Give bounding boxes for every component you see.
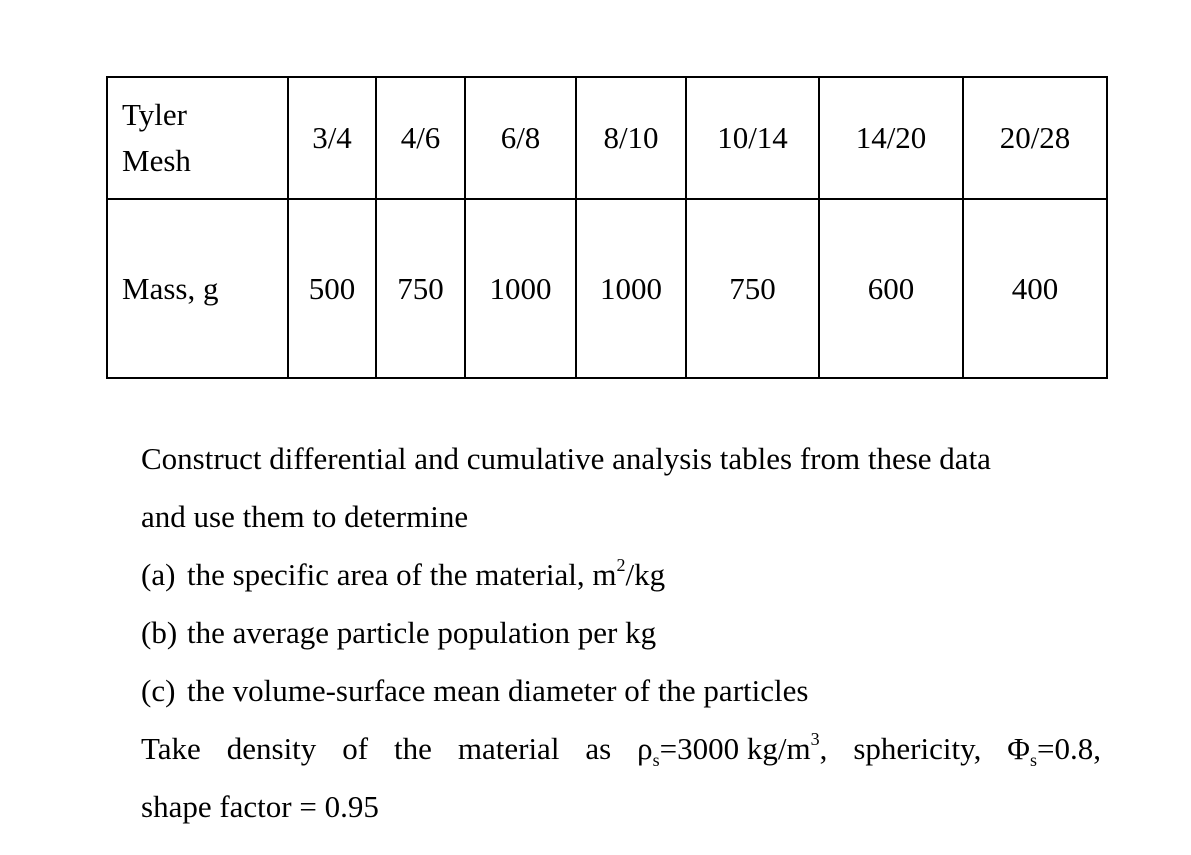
problem-item-b [141,604,1101,662]
rho-subscript: s [652,750,660,771]
table-cell-mass: 1000 [465,199,576,378]
item-a-superscript: 2 [616,554,626,575]
item-b-text: the average particle population per kg [187,615,657,650]
given-word: of [342,731,369,766]
given-word: Take [141,731,201,766]
row-header-line: Tyler [122,97,187,132]
given-word: as [585,731,612,766]
problem-intro-line-1: Construct differential and cumulative analysis tables from these data [141,441,991,476]
table-cell-mesh: 20/28 [963,77,1107,199]
table-cell-mass: 500 [288,199,376,378]
rho-value: =3000 kg/m [659,731,811,766]
table-cell-mass: 600 [819,199,963,378]
item-a-label: (a) [141,557,176,592]
given-word: material [457,731,560,766]
given-word: density [226,731,317,766]
given-word: the [394,731,432,766]
shape-factor-line: shape factor = 0.95 [141,789,379,824]
rho-symbol: ρ [637,731,653,766]
rho-superscript: 3 [810,728,820,749]
table-cell-mass: 750 [686,199,819,378]
given-values-line [141,720,1101,778]
item-a-text: the specific area of the material, m [187,557,617,592]
sieve-analysis-table [106,76,1108,379]
row-header-mass: Mass, g [107,199,288,378]
table-cell-mesh: 14/20 [819,77,963,199]
problem-item-a [141,546,1101,604]
row-header-tyler-mesh [107,77,288,199]
table-cell-mesh: 8/10 [576,77,686,199]
phi-subscript: s [1029,750,1037,771]
phi-value: =0.8, [1036,731,1101,766]
table-row-mesh [107,77,1107,199]
problem-item-c [141,662,1101,720]
table-cell-mesh: 6/8 [465,77,576,199]
table-cell-mesh: 10/14 [686,77,819,199]
item-b-label: (b) [141,615,178,650]
density-expression [637,720,827,778]
item-c-label: (c) [141,673,176,708]
phi-symbol: Φ [1007,731,1030,766]
table-row-mass [107,199,1107,378]
row-header-line: Mesh [122,143,191,178]
rho-tail: , [819,731,828,766]
item-c-text: the volume-surface mean diameter of the particles [187,673,809,708]
sphericity-expression [1007,720,1101,778]
table-cell-mesh: 4/6 [376,77,465,199]
table-cell-mass: 1000 [576,199,686,378]
sphericity-word: sphericity, [853,731,982,766]
item-a-tail: /kg [625,557,666,592]
table-cell-mesh: 3/4 [288,77,376,199]
table-cell-mass: 400 [963,199,1107,378]
problem-statement [141,430,1101,836]
problem-intro-line-2: and use them to determine [141,499,469,534]
table-cell-mass: 750 [376,199,465,378]
